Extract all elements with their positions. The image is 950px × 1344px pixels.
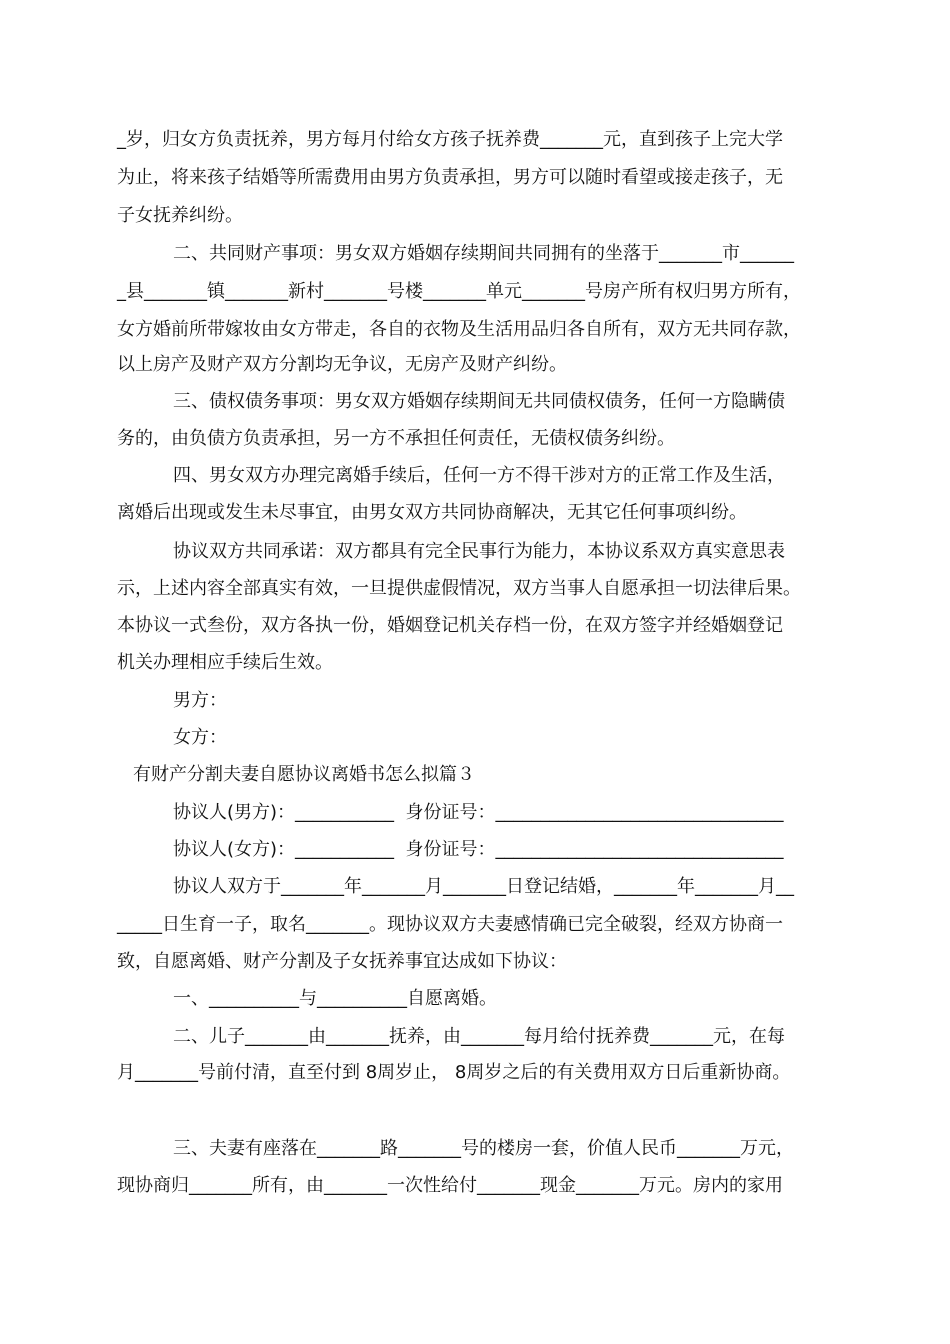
body-text-line: 月_______号前付清，直至付到 8周岁止， 8周岁之后的有关费用双方日后重新协商。 [117,1062,791,1083]
party-female-line: 协议人(女方)：___________ 身份证号：________________________________ [173,839,784,860]
section-3-paragraph: 三、债权债务事项：男女双方婚姻存续期间无共同债权债务，任何一方隐瞒债 [173,391,785,412]
body-text-line: 现协商归_______所有，由_______一次性给付_______现金_______万元。房内的家用 [117,1175,783,1196]
body-text-line: 女方婚前所带嫁妆由女方带走，各自的衣物及生活用品归各自所有，双方无共同存款， [117,319,801,340]
section-2-paragraph: 二、共同财产事项：男女双方婚姻存续期间共同拥有的坐落于_______市______ [173,243,794,264]
clause-1: 一、__________与__________自愿离婚。 [173,988,497,1009]
marriage-paragraph: 协议人双方于_______年_______月_______日登记结婚，_______年_______月__ [173,876,794,897]
body-text-line: 子女抚养纠纷。 [117,205,243,226]
body-text-line: 示，上述内容全部真实有效，一旦提供虚假情况，双方当事人自愿承担一切法律后果。 [117,578,801,599]
section-4-paragraph: 四、男女双方办理完离婚手续后，任何一方不得干涉对方的正常工作及生活， [173,465,785,486]
clause-3: 三、夫妻有座落在_______路_______号的楼房一套，价值人民币_______万元， [173,1138,794,1159]
body-text-line: 务的，由负债方负责承担，另一方不承担任何责任，无债权债务纠纷。 [117,428,675,449]
body-text-line: 为止，将来孩子结婚等所需费用由男方负责承担，男方可以随时看望或接走孩子，无 [117,167,783,188]
clause-2: 二、儿子_______由_______抚养，由_______每月给付抚养费_______元，在每 [173,1026,785,1047]
signature-female: 女方： [173,727,227,748]
body-text-line: _岁，归女方负责抚养，男方每月付给女方孩子抚养费_______元，直到孩子上完大学 [117,129,783,150]
section-heading: 有财产分割夫妻自愿协议离婚书怎么拟篇３ [133,764,475,785]
body-text-line: 致，自愿离婚、财产分割及子女抚养事宜达成如下协议： [117,951,567,972]
party-male-line: 协议人(男方)：___________ 身份证号：________________________________ [173,802,784,823]
signature-male: 男方： [173,690,227,711]
body-text-line: _县_______镇_______新村_______号楼_______单元_______号房产所有权归男方所有， [117,281,801,302]
body-text-line: 本协议一式叁份，双方各执一份，婚姻登记机关存档一份，在双方签字并经婚姻登记 [117,615,783,636]
body-text-line: 离婚后出现或发生未尽事宜，由男女双方共同协商解决，无其它任何事项纠纷。 [117,502,747,523]
body-text-line: 以上房产及财产双方分割均无争议，无房产及财产纠纷。 [117,354,567,375]
commitment-paragraph: 协议双方共同承诺：双方都具有完全民事行为能力，本协议系双方真实意思表 [173,541,785,562]
body-text-line: _____日生育一子，取名_______。现协议双方夫妻感情确已完全破裂，经双方协商一 [117,914,783,935]
body-text-line: 机关办理相应手续后生效。 [117,652,333,673]
